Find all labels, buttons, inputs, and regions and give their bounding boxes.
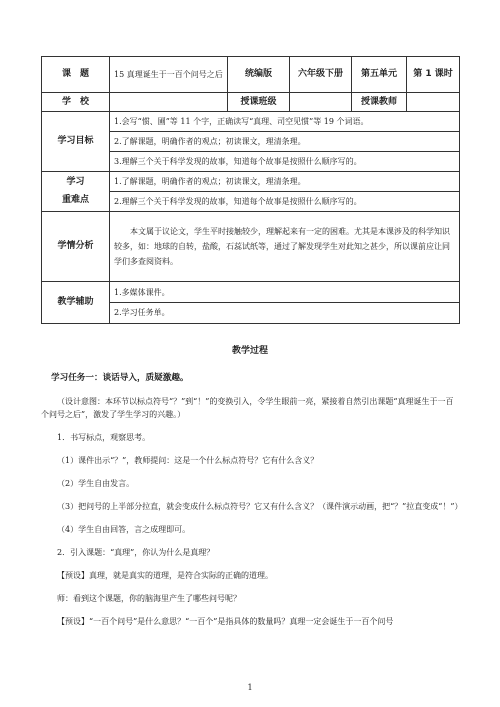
page-number: 1	[247, 683, 253, 692]
step-1: 1．书写标点，观察思考。	[57, 433, 151, 442]
step-2: 2．引入课题：“真理”，你认为什么是真理？	[57, 548, 215, 557]
goals-list	[110, 112, 460, 172]
teacher-line: 师：看到这个课题，你的脑海里产生了哪些问号呢？	[57, 594, 241, 603]
label-goals: 学习目标	[42, 112, 110, 172]
teacher-value	[407, 93, 460, 112]
unit: 第五单元	[352, 57, 407, 93]
label-aids: 教学辅助	[42, 282, 110, 324]
lesson-info-table	[41, 56, 460, 324]
goal-item: 2.了解课题，明确作者的观点；初读课文，理清条理。	[114, 137, 306, 146]
publisher: 统编版	[228, 57, 290, 93]
aid-item: 1.多媒体课件。	[114, 288, 170, 297]
key-item: 1.了解课题，明确作者的观点；初读课文，理清条理。	[114, 177, 306, 186]
label-analysis: 学情分析	[42, 212, 110, 282]
grade: 六年级下册	[290, 57, 352, 93]
goal-item: 1.会写“惯、圃”等 11 个字，正确读写“真理、司空见惯”等 19 个词语。	[114, 117, 369, 126]
lesson-title: 15 真理诞生于一百个问号之后	[110, 57, 228, 93]
substep: （4）学生自由回答，言之成理即可。	[57, 525, 191, 534]
analysis-text: 本文属于议论文，学生平时接触较少，理解起来有一定的困难。尤其是本课涉及的科学知识较多，如：地球的自转，盐酸，石蕊试纸等，通过了解发现学生对此知之甚少，所以课前应让同学们多查阅资料。	[110, 212, 460, 282]
label-school: 学 校	[42, 93, 110, 112]
preset: 【预设】“一百个问号”是什么意思？“一百个”是指具体的数量吗？真理一定会诞生于一百个问号	[57, 617, 394, 626]
label-class: 授课班级	[228, 93, 290, 112]
label-key-points: 学习 重难点	[42, 172, 110, 212]
preset: 【预设】真理，就是真实的道理，是符合实际的正确的道理。	[57, 571, 273, 580]
key-points-list	[110, 172, 460, 212]
label-teacher: 授课教师	[352, 93, 407, 112]
lesson-period: 第 1 课时	[407, 57, 460, 93]
school-value	[110, 93, 228, 112]
design-note: （设计意图：本环节以标点符号“？”到“！”的变换引入，令学生眼前一亮，紧接着自然引出课题“真理诞生于一百个问号之后”，激发了学生学习的兴趣。）	[41, 397, 454, 419]
substep: （2）学生自由发言。	[57, 479, 135, 488]
task-heading: 学习任务一：谈话导入，质疑激趣。	[51, 373, 189, 383]
key-item: 2.理解三个关于科学发现的故事，知道每个故事是按照什么顺序写的。	[114, 197, 362, 206]
section-title: 教学过程	[231, 346, 268, 356]
aids-list	[110, 282, 460, 324]
aid-item: 2.学习任务单。	[114, 308, 170, 317]
goal-item: 3.理解三个关于科学发现的故事，知道每个故事是按照什么顺序写的。	[114, 157, 362, 166]
label-topic: 课 题	[42, 57, 110, 93]
class-value	[290, 93, 352, 112]
substep: （1）课件出示“？”，教师提问：这是一个什么标点符号？它有什么含义？	[57, 456, 319, 465]
process-body	[41, 372, 461, 638]
substep: （3）把问号的上半部分拉直，就会变成什么标点符号？它又有什么含义？（课件演示动画，把“？”拉直变成“！”）	[57, 502, 463, 511]
